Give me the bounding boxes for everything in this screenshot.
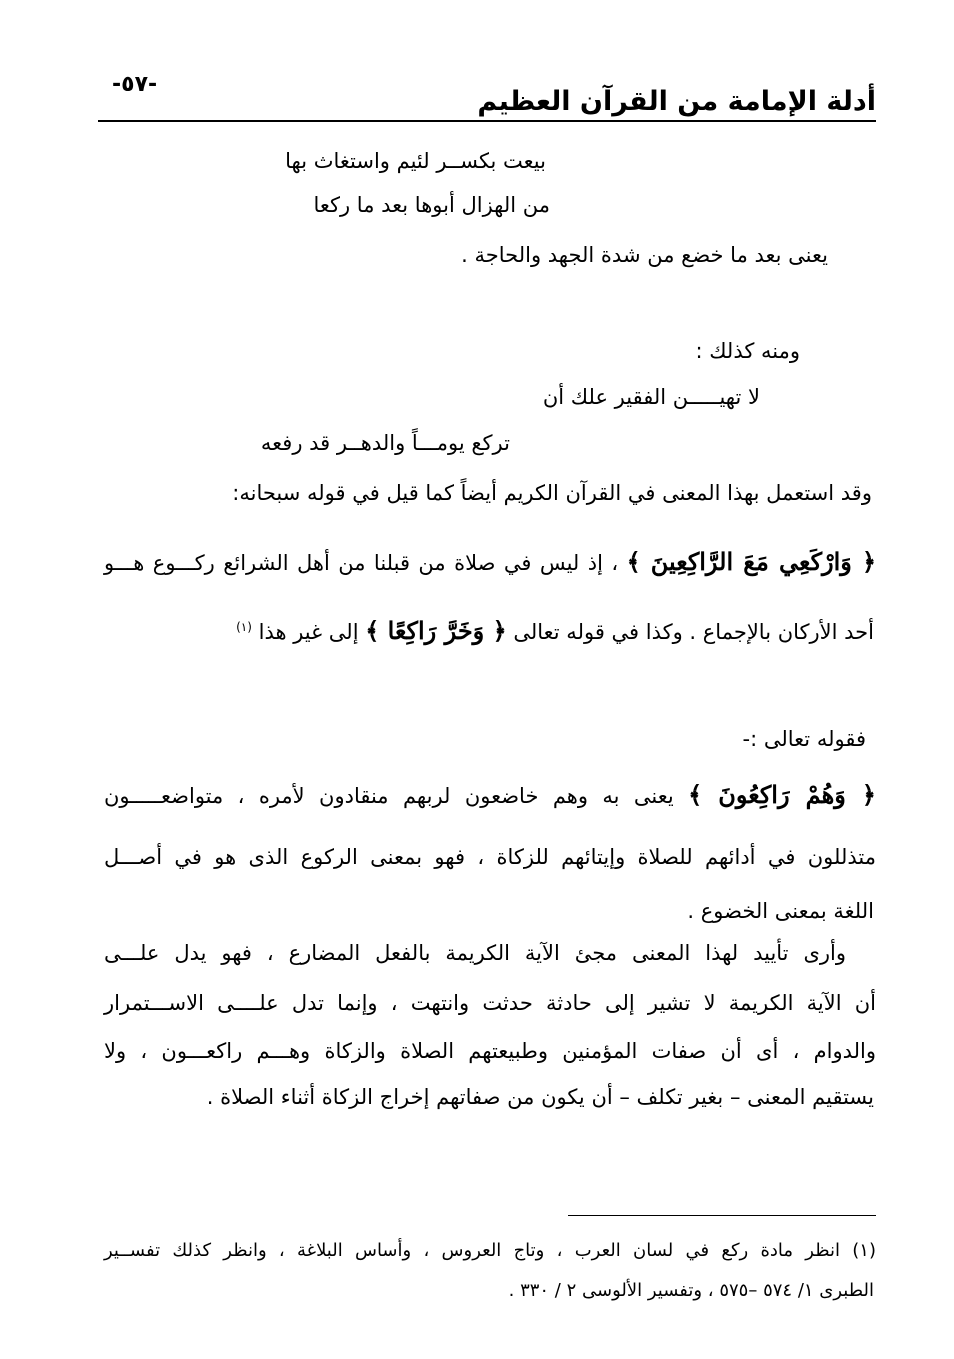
poem-line: بيعت بكســر لئيم واستغاث بها — [285, 149, 546, 173]
quran-verse: ﴿ وَارْكَعِي مَعَ الرَّاكِعِينَ ﴾ — [626, 547, 877, 576]
paragraph: يعنى بعد ما خضع من شدة الجهد والحاجة . — [461, 243, 828, 267]
header-rule — [98, 120, 876, 122]
paragraph-line: متذللون في أدائهم للصلاة وإيتائهم للزكاة ، فهو بمعنى الركوع الذى هو في أصـــل — [104, 845, 876, 869]
poem-line: تركع يومـــاً والدهــر قد رفعه — [260, 431, 510, 455]
poem-line: من الهزال أبوها بعد ما ركعا — [313, 193, 550, 217]
footnote-ref: (١) — [236, 620, 252, 634]
footnote-rule — [568, 1215, 876, 1216]
paragraph-line: اللغة بمعنى الخضوع . — [687, 899, 874, 923]
page-number: -٥٧- — [112, 72, 158, 97]
paragraph-line: أن الآية الكريمة لا تشير إلى حادثة حدثت وانتهت ، وإنما تدل علــــى الاســـتمرار — [104, 991, 876, 1015]
poem-line: لا تهيـــــن الفقير علك أن — [542, 385, 760, 409]
paragraph-line: ﴿ وَهُمْ رَاكِعُونَ ﴾ يعنى به وهم خاضعون لربهم منقادون لأمره ، متواضعـــــون — [104, 780, 876, 809]
footnote-line: (١) انظر مادة ركع في لسان العرب ، وتاج العروس ، وأساس البلاغة ، وانظر كذلك تفســير — [104, 1240, 876, 1261]
paragraph: ومنه كذلك : — [695, 339, 800, 363]
quran-verse: ﴿ وَخَرَّ رَاكِعًا ﴾ — [365, 616, 507, 645]
running-header-title: أدلة الإمامة من القرآن العظيم — [477, 86, 876, 117]
footnote-line: الطبرى ١/ ٥٧٤ –٥٧٥ ، وتفسير الألوسى ٢ / ٣٣٠ . — [508, 1280, 874, 1301]
paragraph: وقد استعمل بهذا المعنى في القرآن الكريم أيضاً كما قيل في قوله سبحانه: — [232, 481, 872, 505]
paragraph: فقوله تعالى :- — [742, 727, 866, 751]
paragraph-line: أحد الأركان بالإجماع . وكذا في قوله تعالى ﴿ وَخَرَّ رَاكِعًا ﴾ إلى غير هذا $^{(١)}$ — [236, 616, 874, 645]
paragraph-line: والدوام ، أى أن صفات المؤمنين وطبيعتهم الصلاة والزكاة وهـــم راكعـــون ، ولا — [104, 1039, 876, 1063]
quran-verse: ﴿ وَهُمْ رَاكِعُونَ ﴾ — [688, 780, 876, 809]
paragraph-line: ﴿ وَارْكَعِي مَعَ الرَّاكِعِينَ ﴾ ، إذ ليس في صلاة من قبلنا من أهل الشرائع ركـــوع هـــو — [104, 547, 877, 576]
paragraph-line: وأرى تأييد لهذا المعنى مجئ الآية الكريمة بالفعل المضارع ، فهو يدل علـــى — [104, 941, 846, 965]
paragraph-line: يستقيم المعنى – بغير تكلف – أن يكون من صفاتهم إخراج الزكاة أثناء الصلاة . — [206, 1085, 874, 1109]
